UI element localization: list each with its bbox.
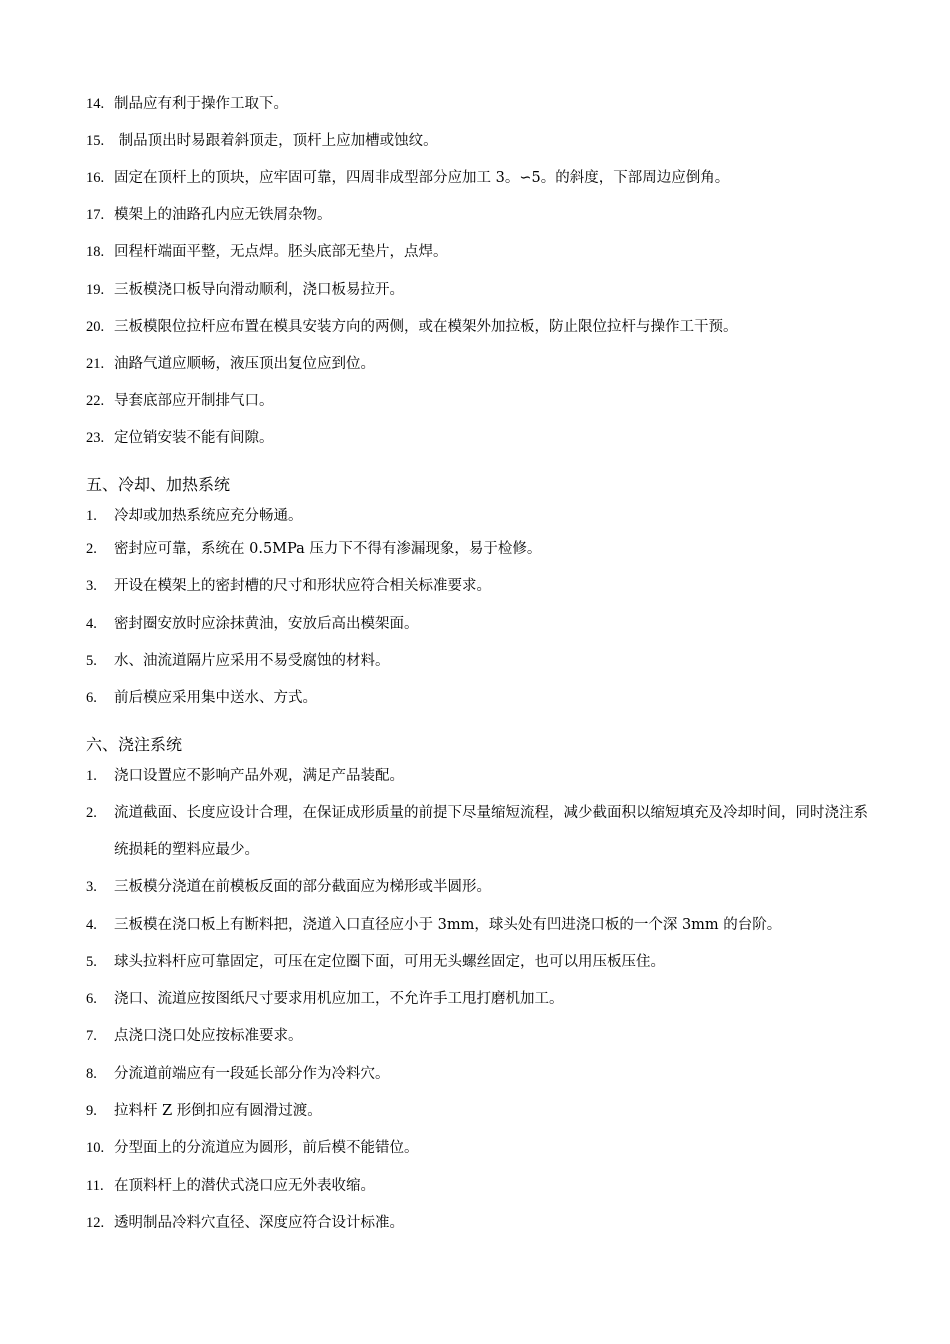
- list-item: [86, 498, 876, 535]
- item-number: 1.: [86, 508, 97, 524]
- item-text: 分型面上的分流道应为圆形，前后模不能错位。: [114, 1140, 419, 1156]
- item-number: 2.: [86, 541, 97, 557]
- item-text: 浇口、流道应按图纸尺寸要求用机应加工，不允许手工甩打磨机加工。: [114, 991, 564, 1007]
- item-text: 浇口设置应不影响产品外观，满足产品装配。: [114, 768, 404, 784]
- item-text: 流道截面、长度应设计合理，在保证成形质量的前提下尽量缩短流程，减少截面积以缩短填充及冷却时间，同时浇注系统损耗的塑料应最少。: [114, 805, 868, 858]
- item-number: 18.: [86, 244, 105, 260]
- item-text: 开设在模架上的密封槽的尺寸和形状应符合相关标准要求。: [114, 578, 491, 594]
- item-number: 3.: [86, 578, 97, 594]
- item-text: 模架上的油路孔内应无铁屑杂物。: [114, 207, 332, 223]
- list-item: [86, 346, 876, 383]
- list-item: [86, 606, 876, 643]
- item-text: 固定在顶杆上的顶块，应牢固可靠，四周非成型部分应加工 3。∽5。的斜度，下部周边应倒角。: [114, 170, 730, 186]
- section-heading: 六、浇注系统: [86, 735, 183, 754]
- item-number: 6.: [86, 991, 97, 1007]
- item-text: 三板模分浇道在前模板反面的部分截面应为梯形或半圆形。: [114, 879, 491, 895]
- item-number: 11.: [86, 1178, 104, 1194]
- item-text: 前后模应采用集中送水、方式。: [114, 690, 317, 706]
- list-item: [86, 981, 876, 1018]
- list-item: [86, 1130, 876, 1167]
- item-text: 冷却或加热系统应充分畅通。: [114, 508, 303, 524]
- item-number: 5.: [86, 653, 97, 669]
- list-item: [86, 197, 876, 234]
- list-item: [86, 531, 876, 568]
- item-number: 12.: [86, 1215, 105, 1231]
- item-number: 1.: [86, 768, 97, 784]
- item-text: 三板模在浇口板上有断料把，浇道入口直径应小于 3mm，球头处有凹进浇口板的一个深 3mm 的台阶。: [114, 917, 782, 933]
- item-text: 定位销安装不能有间隙。: [114, 430, 274, 446]
- item-number: 5.: [86, 954, 97, 970]
- item-number: 3.: [86, 879, 97, 895]
- list-item: [86, 420, 876, 457]
- list-item: [86, 869, 876, 906]
- list-item: [86, 1205, 876, 1242]
- item-number: 19.: [86, 282, 105, 298]
- item-number: 15.: [86, 133, 105, 149]
- item-number: 20.: [86, 319, 105, 335]
- list-item: [86, 1056, 876, 1093]
- list-item: [86, 758, 876, 795]
- item-text: 点浇口浇口处应按标准要求。: [114, 1028, 303, 1044]
- item-text: 球头拉料杆应可靠固定，可压在定位圈下面，可用无头螺丝固定，也可以用压板压住。: [114, 954, 665, 970]
- list-item: [86, 86, 876, 123]
- list-item: [86, 643, 876, 680]
- item-text: 密封应可靠，系统在 0.5MPa 压力下不得有渗漏现象，易于检修。: [114, 541, 542, 557]
- list-item: [86, 944, 876, 981]
- list-item: [86, 160, 876, 197]
- list-item: [86, 1093, 876, 1130]
- item-text: 回程杆端面平整，无点焊。胚头底部无垫片，点焊。: [114, 244, 448, 260]
- item-text: 导套底部应开制排气口。: [114, 393, 274, 409]
- list-item: [86, 680, 876, 717]
- list-item: [86, 1018, 876, 1055]
- item-number: 8.: [86, 1066, 97, 1082]
- list-item: [86, 123, 876, 160]
- item-text: 密封圈安放时应涂抹黄油，安放后高出模架面。: [114, 616, 419, 632]
- item-text: 分流道前端应有一段延长部分作为冷料穴。: [114, 1066, 390, 1082]
- item-number: 2.: [86, 805, 97, 821]
- item-number: 6.: [86, 690, 97, 706]
- item-text: 拉料杆 Z 形倒扣应有圆滑过渡。: [114, 1103, 322, 1119]
- list-item: [86, 568, 876, 605]
- item-number: 9.: [86, 1103, 97, 1119]
- item-number: 4.: [86, 616, 97, 632]
- item-text: 三板模浇口板导向滑动顺利，浇口板易拉开。: [114, 282, 404, 298]
- item-number: 16.: [86, 170, 105, 186]
- item-text: 水、油流道隔片应采用不易受腐蚀的材料。: [114, 653, 390, 669]
- item-text: 三板模限位拉杆应布置在模具安装方向的两侧，或在模架外加拉板，防止限位拉杆与操作工干预。: [114, 319, 738, 335]
- list-item: [86, 795, 876, 869]
- item-number: 22.: [86, 393, 105, 409]
- item-text: 在顶料杆上的潜伏式浇口应无外表收缩。: [114, 1178, 375, 1194]
- item-number: 10.: [86, 1140, 105, 1156]
- list-item: [86, 907, 876, 944]
- item-text: 制品应有利于操作工取下。: [114, 96, 288, 112]
- list-item: [86, 234, 876, 271]
- item-number: 23.: [86, 430, 105, 446]
- list-item: [86, 383, 876, 420]
- item-number: 17.: [86, 207, 105, 223]
- item-text: 制品顶出时易跟着斜顶走，顶杆上应加槽或蚀纹。: [114, 133, 438, 149]
- item-number: 21.: [86, 356, 105, 372]
- item-text: 油路气道应顺畅，液压顶出复位应到位。: [114, 356, 375, 372]
- list-item: [86, 309, 876, 346]
- section-heading: 五、冷却、加热系统: [86, 475, 231, 494]
- item-number: 7.: [86, 1028, 97, 1044]
- list-item: [86, 1168, 876, 1205]
- item-number: 4.: [86, 917, 97, 933]
- item-number: 14.: [86, 96, 105, 112]
- item-text: 透明制品冷料穴直径、深度应符合设计标准。: [114, 1215, 404, 1231]
- list-item: [86, 272, 876, 309]
